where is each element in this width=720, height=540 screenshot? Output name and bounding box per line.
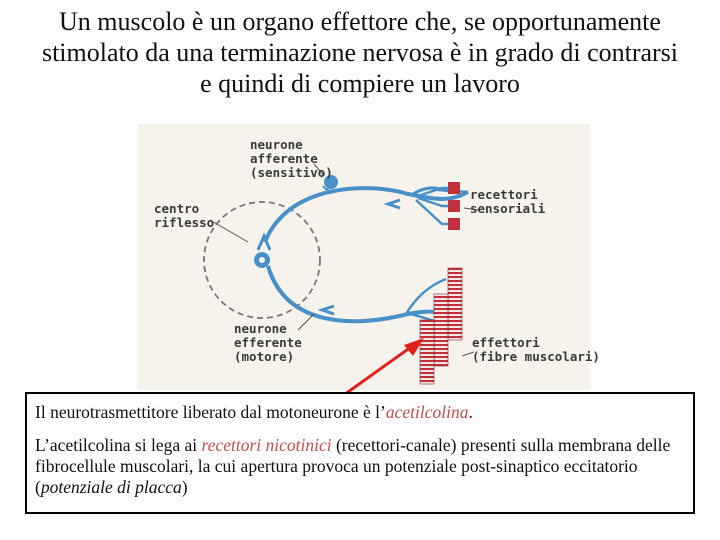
- title-line-1: Un muscolo è un organo effettore che, se opportunamente: [59, 7, 661, 36]
- label-sensory-receptors: recettori sensoriali: [470, 187, 546, 216]
- explanation-paragraph-2: L’acetilcolina si lega ai recettori nicotinici (recettori-canale) presenti sulla membrana delle fibrocellule muscolari, la cui apertura provoca un potenziale post-sinaptico eccitatorio (potenziale di placca): [35, 435, 671, 497]
- label-afferent-neuron: neurone afferente (sensitivo): [250, 137, 333, 180]
- pointer-arrow-head: [404, 338, 424, 356]
- title-line-2: stimolato da una terminazione nervosa è in grado di contrarsi: [41, 38, 679, 67]
- label-reflex-center: centro riflesso: [154, 201, 215, 230]
- label-effectors: effettori (fibre muscolari): [472, 335, 600, 364]
- title-line-3: e quindi di compiere un lavoro: [200, 69, 520, 98]
- explanation-paragraph-1: Il neurotrasmettitore liberato dal motoneurone è l’acetilcolina.: [35, 402, 473, 422]
- explanation-box: [25, 392, 695, 514]
- label-efferent-neuron: neurone efferente (motore): [234, 321, 302, 364]
